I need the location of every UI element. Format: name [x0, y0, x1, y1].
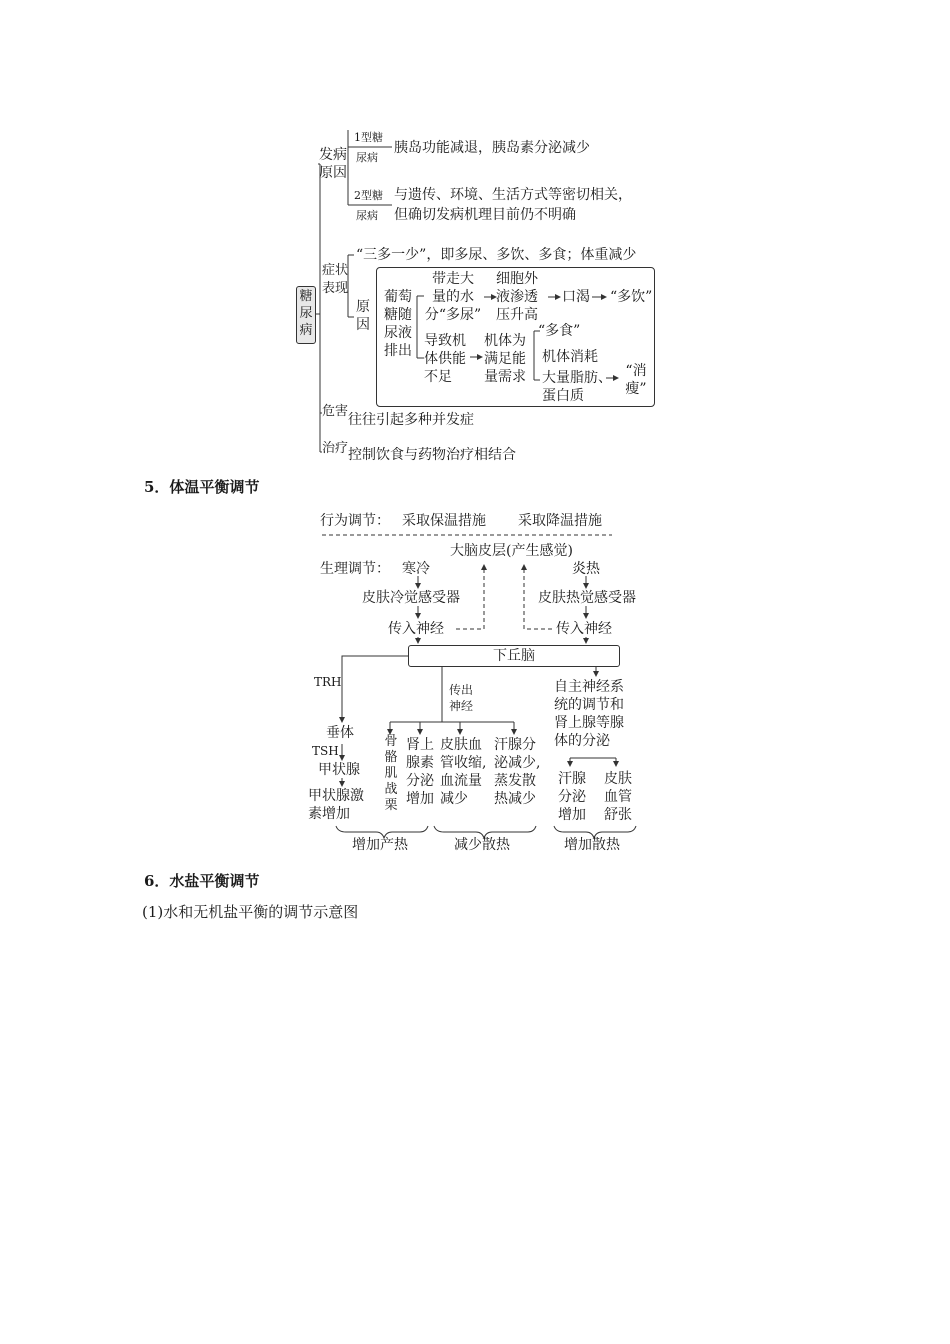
cold-receptor-text: 皮肤冷觉感受器 [362, 590, 460, 606]
symptom-summary: “三多一少”，即多尿、多饮、多食；体重减少 [356, 247, 637, 263]
eat-text: “多食” [538, 323, 581, 339]
energy-text: 导致机 体供能 不足 [424, 333, 466, 385]
cortex-text: 大脑皮层(产生感觉) [450, 543, 573, 559]
thirst-text: 口渴 [562, 289, 590, 305]
thyroid-text: 甲状腺 [318, 762, 360, 778]
type2-text1: 与遗传、环境、生活方式等密切相关， [394, 187, 632, 203]
type1-text: 胰岛功能减退，胰岛素分泌减少 [394, 140, 590, 156]
sweat-more-text: 汗腺 分泌 增加 [558, 771, 586, 823]
cold-text: 寒冷 [402, 561, 430, 577]
treat-label: 治疗 [322, 441, 349, 456]
thyroid-hormone-text: 甲状腺激 素增加 [308, 788, 364, 822]
keep-warm-text: 采取保温措施 [402, 513, 486, 529]
vasoconstrict-text: 皮肤血 管收缩, 血流量 减少 [440, 737, 487, 807]
glucose-text: 葡萄 糖随 尿液 排出 [384, 289, 412, 359]
diabetes-label: 糖 尿 病 [299, 289, 313, 338]
symptom-label: 症状 表现 [321, 263, 348, 296]
cool-text: 采取降温措施 [518, 513, 602, 529]
fat-text: 大量脂肪、 [542, 370, 612, 386]
section6-heading: 6．水盐平衡调节 [144, 872, 260, 890]
osmotic-text: 细胞外 液渗透 压升高 [496, 271, 538, 323]
heat-receptor-text: 皮肤热觉感受器 [538, 590, 636, 606]
treat-text: 控制饮食与药物治疗相结合 [348, 447, 516, 463]
autonomic-text: 自主神经系 统的调节和 肾上腺等腺 体的分泌 [554, 679, 624, 749]
demand-text: 机体为 满足能 量需求 [484, 333, 526, 385]
type2-label2: 尿病 [356, 209, 378, 222]
vasodilate-text: 皮肤 血管 舒张 [604, 771, 632, 823]
cause-label: 发病 原因 [319, 147, 347, 181]
harm-label: 危害 [322, 404, 349, 419]
protein-text: 蛋白质 [542, 388, 584, 404]
shiver-text: 骨 骼 肌 战 栗 [384, 734, 398, 813]
hot-text: 炎热 [572, 561, 600, 577]
trh-text: TRH [314, 675, 342, 689]
water-text: 带走大 量的水 分“多尿” [424, 271, 482, 323]
thin-text: “消 瘦” [625, 363, 647, 397]
type1-label: 1型糖 [354, 131, 383, 144]
section5-heading: 5．体温平衡调节 [144, 478, 260, 496]
tsh-text: TSH [312, 744, 339, 758]
harm-text: 往往引起多种并发症 [348, 412, 474, 428]
inc-loss-text: 增加散热 [564, 837, 620, 853]
physio-label: 生理调节： [320, 561, 390, 577]
drink-text: “多饮” [610, 289, 653, 305]
efferent-text: 传出 神经 [448, 683, 473, 713]
afferent-left-text: 传入神经 [388, 621, 444, 637]
type2-text2: 但确切发病机理目前仍不明确 [394, 207, 576, 223]
section6-subheading: (1)水和无机盐平衡的调节示意图 [142, 903, 359, 921]
behavior-label: 行为调节： [320, 513, 390, 529]
afferent-right-text: 传入神经 [556, 621, 612, 637]
consume-text: 机体消耗 [542, 349, 598, 365]
inc-heat-text: 增加产热 [352, 837, 408, 853]
adrenaline-text: 肾上 腺素 分泌 增加 [406, 737, 434, 807]
dec-loss-text: 减少散热 [454, 837, 510, 853]
pituitary-text: 垂体 [326, 725, 354, 741]
type1-label2: 尿病 [356, 151, 378, 164]
reason-label: 原 因 [356, 299, 370, 333]
sweat-less-text: 汗腺分 泌减少, 蒸发散 热减少 [494, 737, 541, 807]
hypothalamus-text: 下丘脑 [493, 648, 535, 664]
type2-label: 2型糖 [354, 189, 383, 202]
